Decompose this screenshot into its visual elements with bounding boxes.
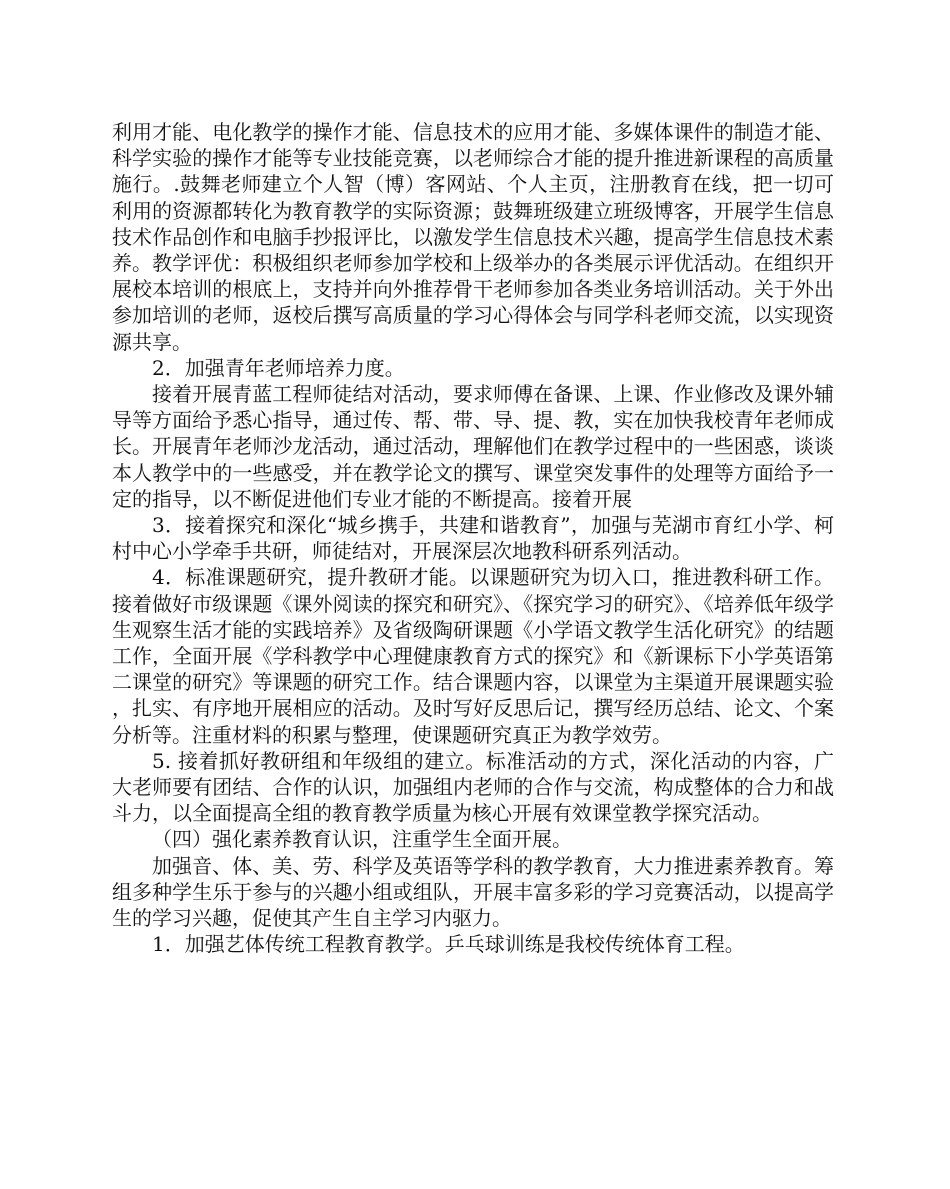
paragraph-8: 加强音、体、美、劳、科学及英语等学科的教学教育，大力推进素养教育。筹组多种学生乐于参与的兴趣小组或组队，开展丰富多彩的学习竞赛活动，以提高学生的学习兴趣，促使其产生自主学习内驱力。	[112, 853, 834, 931]
paragraph-9: 1．加强艺体传统工程教育教学。乒乓球训练是我校传统体育工程。	[152, 932, 745, 957]
paragraph-2: 2．加强青年老师培养力度。	[152, 355, 405, 380]
paragraph-7: （四）强化素养教育认识，注重学生全面开展。	[152, 827, 572, 852]
paragraph-1: 利用才能、电化教学的操作才能、信息技术的应用才能、多媒体课件的制造才能、科学实验的操作才能等专业技能竞赛，以老师综合才能的提升推进新课程的高质量施行。.鼓舞老师建立个人智（博）客网站、个人主页，注册教育在线，把一切可利用的资源都转化为教育教学的实际资源；鼓舞班级建立班级博客，开展学生信息技术作品创作和电脑手抄报评比，以激发学生信息技术兴趣，提高学生信息技术素养。教学评优：积极组织老师参加学校和上级举办的各类展示评优活动。在组织开展校本培训的根底上，支持并向外推荐骨干老师参加各类业务培训活动。关于外出参加培训的老师，返校后撰写高质量的学习心得体会与同学科老师交流，以实现资源共享。	[112, 120, 834, 354]
paragraph-4: 3．接着探究和深化“城乡携手，共建和谐教育”，加强与芜湖市育红小学、柯村中心小学牵手共研，师徒结对，开展深层次地教科研系列活动。	[112, 513, 834, 564]
document-body	[112, 119, 834, 958]
paragraph-5: 4．标准课题研究，提升教研才能。以课题研究为切入口，推进教科研工作。接着做好市级课题《课外阅读的探究和研究》、《探究学习的研究》、《培养低年级学生观察生活才能的实践培养》及省级陶研课题《小学语文教学生活化研究》的结题工作，全面开展《学科教学中心理健康教育方式的探究》和《新课标下小学英语第二课堂的研究》等课题的研究工作。结合课题内容，以课堂为主渠道开展课题实验，扎实、有序地开展相应的活动。及时写好反思后记，撰写经历总结、论文、个案分析等。注重材料的积累与整理，使课题研究真正为教学效劳。	[112, 565, 834, 747]
paragraph-3: 接着开展青蓝工程师徒结对活动，要求师傅在备课、上课、作业修改及课外辅导等方面给予悉心指导，通过传、帮、带、导、提、教，实在加快我校青年老师成长。开展青年老师沙龙活动，通过活动，理解他们在教学过程中的一些困惑，谈谈本人教学中的一些感受，并在教学论文的撰写、课堂突发事件的处理等方面给予一定的指导，以不断促进他们专业才能的不断提高。接着开展	[112, 382, 834, 511]
paragraph-6: 5. 接着抓好教研组和年级组的建立。标准活动的方式，深化活动的内容，广大老师要有团结、合作的认识，加强组内老师的合作与交流，构成整体的合力和战斗力，以全面提高全组的教育教学质量为核心开展有效课堂教学探究活动。	[112, 748, 834, 826]
